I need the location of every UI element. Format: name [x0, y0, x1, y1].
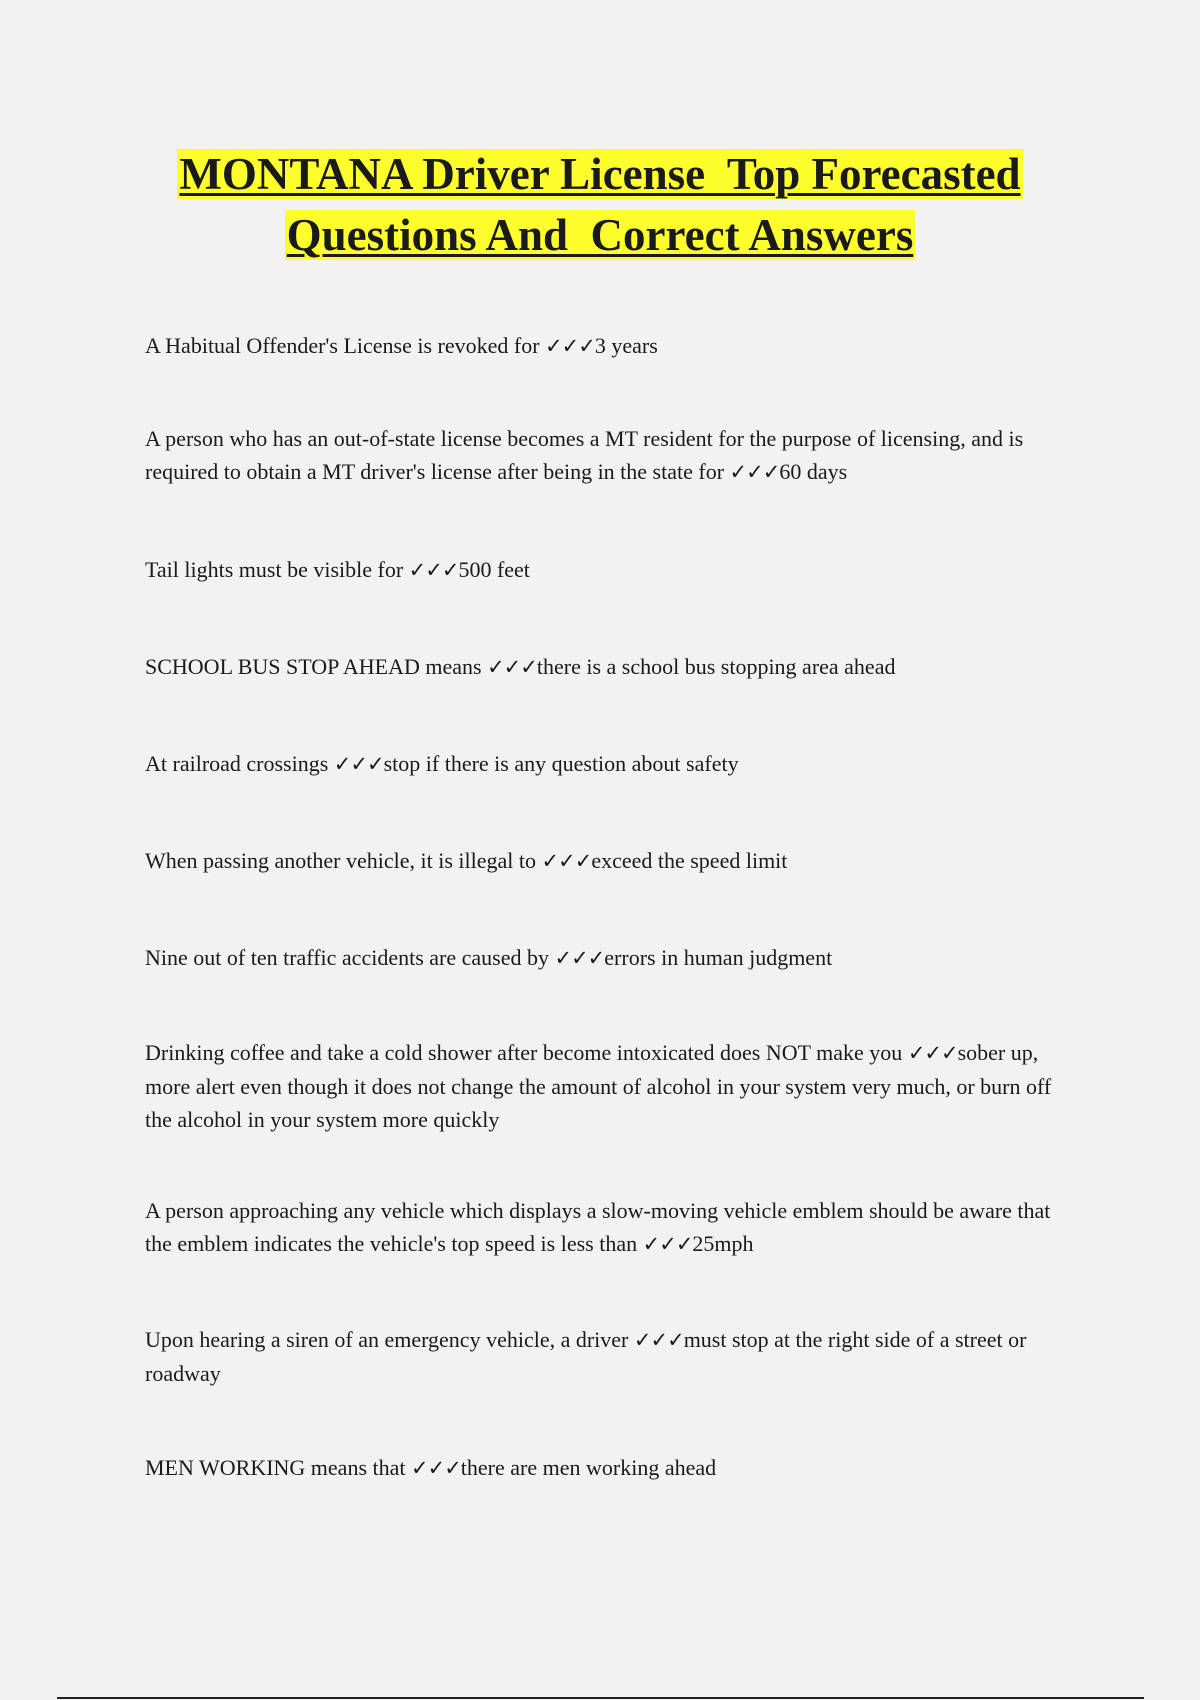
qa-item-1 — [145, 329, 1065, 363]
qa-item-9 — [145, 1194, 1065, 1261]
checkmarks-icon: ✓✓✓ — [545, 334, 595, 358]
checkmarks-icon: ✓✓✓ — [333, 752, 384, 776]
question-text: A person who has an out-of-state license becomes a MT resident for the purpose of licensing, and is required to obtain a MT driver's license after being in the state for — [145, 426, 1029, 484]
question-text: Nine out of ten traffic accidents are caused by — [145, 945, 555, 970]
qa-item-8 — [145, 1036, 1065, 1136]
checkmarks-icon: ✓✓✓ — [554, 946, 605, 970]
question-text: A Habitual Offender's License is revoked for — [145, 333, 546, 358]
answer-text: must stop at the right side of a street or roadway — [145, 1327, 1032, 1386]
question-text: MEN WORKING means that — [145, 1455, 411, 1480]
question-text: A person approaching any vehicle which displays a slow-moving vehicle emblem should be aware that the emblem indicates the vehicle's top speed is less than — [145, 1198, 1056, 1256]
footer-divider — [57, 1697, 1144, 1699]
question-text: Upon hearing a siren of an emergency vehicle, a driver — [145, 1327, 634, 1352]
answer-text: errors in human judgment — [604, 945, 833, 970]
question-text: Tail lights must be visible for — [145, 557, 409, 582]
qa-item-5 — [145, 747, 1065, 781]
qa-item-2 — [145, 422, 1065, 489]
checkmarks-icon: ✓✓✓ — [487, 655, 537, 679]
title-line-1: MONTANA Driver License Top Forecasted — [179, 149, 1021, 199]
checkmarks-icon: ✓✓✓ — [907, 1041, 958, 1065]
answer-text: sober up, more alert even though it does not change the amount of alcohol in your system very much, or burn off the alcohol in your system more quickly — [145, 1040, 1057, 1132]
checkmarks-icon: ✓✓✓ — [411, 1456, 461, 1480]
question-text: At railroad crossings — [145, 751, 334, 776]
checkmarks-icon: ✓✓✓ — [729, 460, 780, 484]
document-title — [100, 144, 1100, 266]
qa-item-11 — [145, 1451, 1065, 1485]
qa-item-3 — [145, 553, 1065, 587]
question-text: SCHOOL BUS STOP AHEAD means — [145, 654, 488, 679]
question-text: Drinking coffee and take a cold shower after become intoxicated does NOT make you — [145, 1040, 908, 1065]
answer-text: there are men working ahead — [460, 1455, 717, 1480]
answer-text: 500 feet — [458, 557, 530, 582]
checkmarks-icon: ✓✓✓ — [408, 558, 459, 582]
answer-text: stop if there is any question about safety — [383, 751, 739, 776]
qa-item-7 — [145, 941, 1065, 975]
qa-item-4 — [145, 650, 1065, 684]
checkmarks-icon: ✓✓✓ — [633, 1328, 684, 1352]
answer-text: 3 years — [594, 333, 658, 358]
title-line-2: Questions And Correct Answers — [286, 210, 914, 260]
qa-item-10 — [145, 1323, 1065, 1390]
answer-text: 60 days — [779, 459, 848, 484]
answer-text: exceed the speed limit — [591, 848, 788, 873]
checkmarks-icon: ✓✓✓ — [642, 1232, 693, 1256]
question-text: When passing another vehicle, it is illegal to — [145, 848, 542, 873]
qa-item-6 — [145, 844, 1065, 878]
answer-text: there is a school bus stopping area ahead — [536, 654, 896, 679]
checkmarks-icon: ✓✓✓ — [541, 849, 592, 873]
answer-text: 25mph — [692, 1231, 754, 1256]
